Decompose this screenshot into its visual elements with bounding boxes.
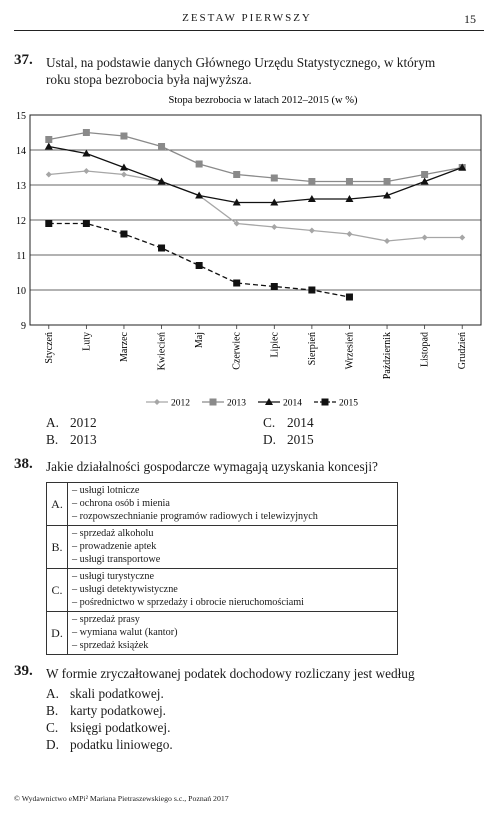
data-point: [83, 129, 90, 136]
series-line: [49, 171, 462, 241]
data-point: [308, 287, 315, 294]
x-tick-label: Wrzesień: [344, 332, 356, 370]
y-tick-label: 10: [16, 286, 26, 297]
list-item: – ochrona osób i mienia: [72, 498, 170, 509]
series-line: [49, 133, 462, 182]
series-2015: [45, 220, 353, 301]
x-tick-label: Kwiecień: [156, 332, 168, 371]
x-tick-label: Listopad: [419, 332, 431, 367]
row-items: [68, 612, 398, 655]
data-point: [45, 220, 52, 227]
y-tick-label: 9: [21, 321, 26, 332]
legend-label: 2012: [171, 398, 190, 409]
y-tick-label: 14: [16, 146, 26, 157]
header-rule: [14, 30, 484, 31]
chart-title: Stopa bezrobocia w latach 2012–2015 (w %): [168, 95, 358, 106]
data-point: [233, 171, 240, 178]
y-tick-label: 12: [16, 216, 26, 227]
x-tick-label: Sierpień: [306, 332, 318, 366]
x-tick-label: Lipiec: [269, 332, 281, 358]
data-point: [346, 294, 353, 301]
q39-answer-d[interactable]: D. podatku liniowego.: [46, 737, 173, 752]
x-tick-label: Październik: [382, 332, 394, 380]
data-point: [421, 171, 428, 178]
data-point: [83, 220, 90, 227]
chart-series: [45, 129, 466, 301]
data-point: [346, 231, 352, 237]
data-point: [158, 245, 165, 252]
data-point: [210, 399, 217, 406]
list-item: – usługi detektywistyczne: [72, 584, 178, 595]
question-39-text: W formie zryczałtowanej podatek dochodowy rozliczany jest według: [46, 666, 415, 681]
list-item: – usługi turystyczne: [72, 571, 155, 582]
list-item: – wymiana walut (kantor): [72, 627, 178, 638]
table-row[interactable]: [47, 569, 398, 612]
row-letter: B.: [47, 526, 68, 569]
data-point: [83, 168, 89, 174]
list-item: – rozpowszechnianie programów radiowych i telewizyjnych: [72, 511, 318, 522]
question-37-number: 37.: [14, 52, 33, 68]
data-point: [271, 224, 277, 230]
legend-item: [314, 399, 358, 409]
data-point: [309, 228, 315, 234]
x-axis-ticks: [44, 325, 468, 379]
list-item: – usługi transportowe: [72, 554, 161, 565]
list-item: – pośrednictwo w sprzedaży i obrocie nieruchomościami: [72, 597, 304, 608]
data-point: [322, 399, 329, 406]
row-items: [68, 483, 398, 526]
y-tick-label: 13: [16, 181, 26, 192]
list-item: – sprzedaż książek: [72, 640, 149, 651]
series-line: [49, 224, 350, 298]
question-39-number: 39.: [14, 663, 33, 679]
data-point: [271, 283, 278, 290]
data-point: [459, 235, 465, 241]
q39-answer-b[interactable]: B. karty podatkowej.: [46, 703, 167, 718]
table-row[interactable]: [47, 483, 398, 526]
copyright-footer: © Wydawnictwo eMPi² Mariana Pietraszewskiego s.c., Poznań 2017: [14, 794, 229, 803]
data-point: [120, 133, 127, 140]
data-point: [308, 178, 315, 185]
legend-label: 2014: [283, 398, 302, 409]
q37-answer-d[interactable]: D. 2015: [263, 432, 314, 447]
q37-answer-a[interactable]: A. 2012: [46, 415, 97, 430]
data-point: [45, 143, 53, 150]
data-point: [384, 178, 391, 185]
series-2013: [45, 129, 465, 185]
x-tick-label: Luty: [81, 332, 93, 351]
x-tick-label: Marzec: [118, 332, 130, 362]
legend-item: [258, 398, 302, 409]
question-38-text: Jakie działalności gospodarcze wymagają uzyskania koncesji?: [46, 459, 378, 474]
list-item: – usługi lotnicze: [72, 485, 140, 496]
list-item: – sprzedaż prasy: [72, 614, 140, 625]
unemployment-chart: [0, 88, 494, 414]
table-row[interactable]: [47, 612, 398, 655]
data-point: [422, 235, 428, 241]
data-point: [346, 178, 353, 185]
data-point: [154, 399, 160, 405]
question-38-number: 38.: [14, 456, 33, 472]
q39-answer-a[interactable]: A. skali podatkowej.: [46, 686, 164, 701]
x-tick-label: Maj: [194, 332, 206, 349]
row-letter: D.: [47, 612, 68, 655]
data-point: [46, 172, 52, 178]
y-tick-label: 15: [16, 111, 26, 122]
series-line: [49, 147, 462, 203]
q39-answer-c[interactable]: C. księgi podatkowej.: [46, 720, 171, 735]
row-items: [68, 526, 398, 569]
legend-label: 2015: [339, 398, 358, 409]
y-axis-ticks: [16, 111, 26, 332]
series-2014: [45, 143, 466, 206]
legend-item: [202, 399, 246, 409]
row-letter: A.: [47, 483, 68, 526]
page-number: 15: [464, 12, 476, 26]
data-point: [271, 175, 278, 182]
question-37-text-line1: Ustal, na podstawie danych Głównego Urzędu Statystycznego, w którym: [46, 55, 436, 70]
legend-item: [146, 399, 190, 409]
list-item: – prowadzenie aptek: [72, 541, 157, 552]
list-item: – sprzedaż alkoholu: [72, 528, 154, 539]
data-point: [384, 238, 390, 244]
table-row[interactable]: [47, 526, 398, 569]
data-point: [196, 262, 203, 269]
q37-answer-b[interactable]: B. 2013: [46, 432, 97, 447]
chart-grid: [30, 115, 481, 325]
x-tick-label: Grudzień: [457, 332, 469, 370]
concession-table: [46, 482, 398, 655]
x-tick-label: Czerwiec: [231, 332, 243, 370]
data-point: [233, 280, 240, 287]
q37-answer-c[interactable]: C. 2014: [263, 415, 314, 430]
x-tick-label: Styczeń: [43, 332, 55, 364]
chart-legend: [146, 398, 358, 409]
question-37-text-line2: roku stopa bezrobocia była najwyższa.: [46, 72, 252, 87]
row-letter: C.: [47, 569, 68, 612]
data-point: [158, 143, 165, 150]
y-tick-label: 11: [16, 251, 26, 262]
data-point: [45, 136, 52, 143]
legend-label: 2013: [227, 398, 246, 409]
data-point: [120, 231, 127, 238]
running-header: ZESTAW PIERWSZY: [182, 12, 312, 24]
series-2012: [46, 168, 465, 244]
data-point: [196, 161, 203, 168]
row-items: [68, 569, 398, 612]
data-point: [121, 172, 127, 178]
